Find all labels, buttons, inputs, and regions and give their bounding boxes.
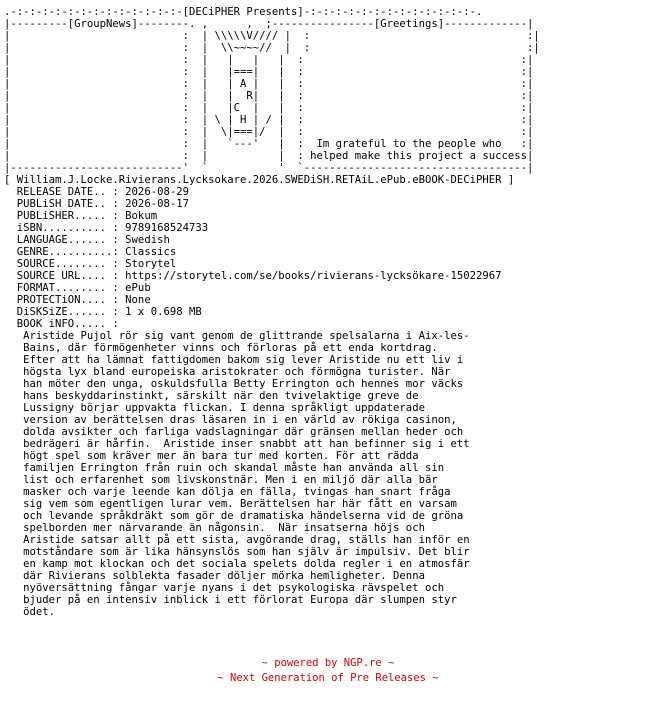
nfo-line: version av berättelsen dras läsaren in i en värld av rökiga casinon, bbox=[4, 414, 457, 426]
nfo-line: och levande språkdräkt som gör de dramatiska händelserna vid de gröna bbox=[4, 510, 464, 522]
nfo-line: | : | \\\\\V//// | : :| bbox=[4, 30, 540, 42]
nfo-line: Aristide satsar allt på ett sista, avgörande drag, ställs han inför en bbox=[4, 534, 470, 546]
nfo-line: Lussigny börjar uppvakta flickan. I denna språkligt uppdaterade bbox=[4, 402, 425, 414]
footer-powered-by: ~ powered by NGP.re ~ bbox=[261, 657, 395, 669]
nfo-line: familjen Errington från ruin och skandal måste han använda all sin bbox=[4, 462, 445, 474]
nfo-line: Efter att ha lämnat fattigdomen bakom sig lever Aristide nu ett liv i bbox=[4, 354, 464, 366]
nfo-line: | : | \\~~~~// | : :| bbox=[4, 42, 540, 54]
nfo-line: | : | | : helped make this project a success| bbox=[4, 150, 534, 162]
nfo-line: | : | |===| | : :| bbox=[4, 66, 534, 78]
nfo-line: han möter den unga, oskuldsfulla Betty Errington och hennes mor väcks bbox=[4, 378, 464, 390]
nfo-line: GENRE..........: Classics bbox=[4, 246, 177, 258]
nfo-line: Bains, där förmögenheter vinns och förloras på ett enda kortdrag. bbox=[4, 342, 438, 354]
nfo-line: |---------------------------' ` ' `-----------------------------------| bbox=[4, 162, 534, 174]
nfo-line: en kamp mot klockan och det sociala spelets dolda regler i en atmosfär bbox=[4, 558, 470, 570]
nfo-line: motståndare som är lika hänsynslös som han själv är impulsiv. Det blir bbox=[4, 546, 470, 558]
nfo-line: .-:-:-:-:-:-:-:-:-:-:-:-:-:-[DECiPHER Presents]-:-:-:-:-:-:-:-:-:-:-:-:-:-. bbox=[4, 6, 483, 18]
nfo-line: | : | |C | | : :| bbox=[4, 102, 534, 114]
nfo-line: [ William.J.Locke.Rivierans.Lycksokare.2026.SWEDiSH.RETAiL.ePub.eBOOK-DECiPHER ] bbox=[4, 174, 515, 186]
nfo-line: PROTECTiON.... : None bbox=[4, 294, 151, 306]
nfo-line: iSBN.......... : 9789168524733 bbox=[4, 222, 209, 234]
nfo-line: hans beskyddarinstinkt, särskilt när den tvivelaktige greve de bbox=[4, 390, 419, 402]
nfo-line: högt spel som kräver mer än bara tur med korten. För att rädda bbox=[4, 450, 419, 462]
nfo-line: DiSKSiZE...... : 1 x 0.698 MB bbox=[4, 306, 202, 318]
nfo-line: Aristide Pujol rör sig vant genom de glittrande spelsalarna i Aix-les- bbox=[4, 330, 470, 342]
nfo-line: högsta lyx bland europeiska aristokrater och förmögna turister. När bbox=[4, 366, 451, 378]
nfo-line: list och erfarenhet som livskonstnär. Men i en miljö där alla bär bbox=[4, 474, 438, 486]
nfo-line: | : | \ | H | / | : :| bbox=[4, 114, 534, 126]
nfo-line: | : | \|===|/ | : :| bbox=[4, 126, 534, 138]
nfo-line: RELEASE DATE.. : 2026-08-29 bbox=[4, 186, 189, 198]
nfo-line: SOURCE URL.... : https://storytel.com/se/books/rivierans-lycksökare-15022967 bbox=[4, 270, 502, 282]
footer-tagline: ~ Next Generation of Pre Releases ~ bbox=[217, 672, 439, 684]
nfo-line: bedrägeri är hårfin. Aristide inser snabbt att han befinner sig i ett bbox=[4, 438, 470, 450]
nfo-line: sig vem som egentligen lurar vem. Berättelsen har här fått en varsam bbox=[4, 498, 457, 510]
nfo-line: | : | | R| | : :| bbox=[4, 90, 534, 102]
nfo-line: masker och varje leende kan dölja en fälla, tvingas han snart fråga bbox=[4, 486, 451, 498]
nfo-line: LANGUAGE...... : Swedish bbox=[4, 234, 170, 246]
nfo-line: spelborden mer närvarande än någonsin. När insatserna höjs och bbox=[4, 522, 425, 534]
nfo-line: | : | `---' | : Im grateful to the people who :| bbox=[4, 138, 534, 150]
nfo-line: ödet. bbox=[4, 606, 56, 618]
nfo-line: | : | | A | | : :| bbox=[4, 78, 534, 90]
nfo-line: SOURCE........ : Storytel bbox=[4, 258, 177, 270]
nfo-line: PUBLiSHER..... : Bokum bbox=[4, 210, 158, 222]
nfo-line: bjuder på en intensiv inblick i ett förlorat Europa där slumpen styr bbox=[4, 594, 457, 606]
nfo-line: BOOK iNFO..... : bbox=[4, 318, 119, 330]
nfo-line: PUBLiSH DATE.. : 2026-08-17 bbox=[4, 198, 189, 210]
nfo-line: där Rivierans solblekta fasader döljer mörka hemligheter. Denna bbox=[4, 570, 425, 582]
nfo-text bbox=[4, 6, 654, 618]
nfo-line: FORMAT........ : ePub bbox=[4, 282, 151, 294]
nfo-line: |---------[GroupNews]--------. , , ;----------------[Greetings]-------------| bbox=[4, 18, 534, 30]
nfo-line: | : | | | | : :| bbox=[4, 54, 534, 66]
nfo-line: dolda avsikter och farliga vadslagningar där gränsen mellan heder och bbox=[4, 426, 464, 438]
nfo-line: nyöversättning fångar varje nyans i det psykologiska rävspelet och bbox=[4, 582, 445, 594]
